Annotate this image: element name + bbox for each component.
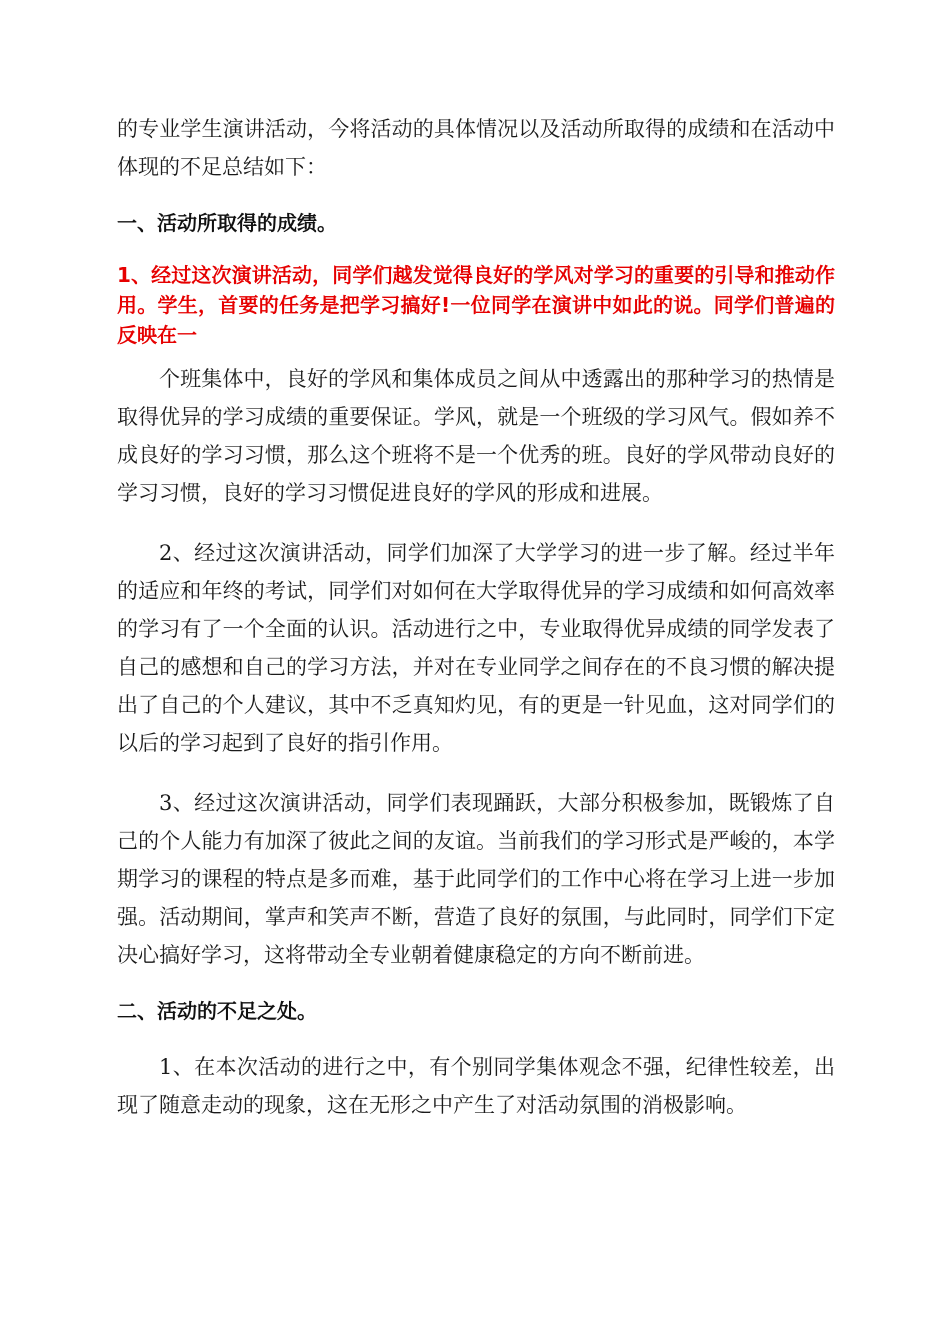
section-heading-deficiencies: 二、活动的不足之处。 xyxy=(117,999,317,1023)
spacer xyxy=(117,242,835,260)
point-3-paragraph: 3、经过这次演讲活动，同学们表现踊跃，大部分积极参加，既锻炼了自己的个人能力有加深了彼此之间的友谊。当前我们的学习形式是严峻的，本学期学习的课程的特点是多而难，基于此同学们的工作中心将在学习上进一步加强。活动期间，掌声和笑声不断，营造了良好的氛围，与此同时，同学们下定决心搞好学习，这将带动全专业朝着健康稳定的方向不断前进。 xyxy=(117,791,835,967)
spacer xyxy=(117,1030,835,1048)
spacer xyxy=(117,512,835,534)
spacer xyxy=(117,350,835,360)
intro-paragraph: 的专业学生演讲活动，今将活动的具体情况以及活动所取得的成绩和在活动中体现的不足总结如下： xyxy=(117,117,835,179)
section-heading-achievements: 一、活动所取得的成绩。 xyxy=(117,211,337,235)
spacer xyxy=(117,186,835,204)
spacer xyxy=(117,762,835,784)
document-body xyxy=(117,110,835,1124)
spacer xyxy=(117,974,835,992)
highlighted-paragraph: 1、经过这次演讲活动，同学们越发觉得良好的学风对学习的重要的引导和推动作用。学生，首要的任务是把学习搞好!一位同学在演讲中如此的说。同学们普遍的反映在一 xyxy=(117,263,835,347)
point-2-paragraph: 2、经过这次演讲活动，同学们加深了大学学习的进一步了解。经过半年的适应和年终的考试，同学们对如何在大学取得优异的学习成绩和如何高效率的学习有了一个全面的认识。活动进行之中，专业取得优异成绩的同学发表了自己的感想和自己的学习方法，并对在专业同学之间存在的不良习惯的解决提出了自己的个人建议，其中不乏真知灼见，有的更是一针见血，这对同学们的以后的学习起到了良好的指引作用。 xyxy=(117,541,835,755)
deficiency-1-paragraph: 1、在本次活动的进行之中，有个别同学集体观念不强，纪律性较差，出现了随意走动的现象，这在无形之中产生了对活动氛围的消极影响。 xyxy=(117,1055,835,1117)
continued-paragraph: 个班集体中，良好的学风和集体成员之间从中透露出的那种学习的热情是取得优异的学习成绩的重要保证。学风，就是一个班级的学习风气。假如养不成良好的学习习惯，那么这个班将不是一个优秀的班。良好的学风带动良好的学习习惯，良好的学习习惯促进良好的学风的形成和进展。 xyxy=(117,367,835,505)
